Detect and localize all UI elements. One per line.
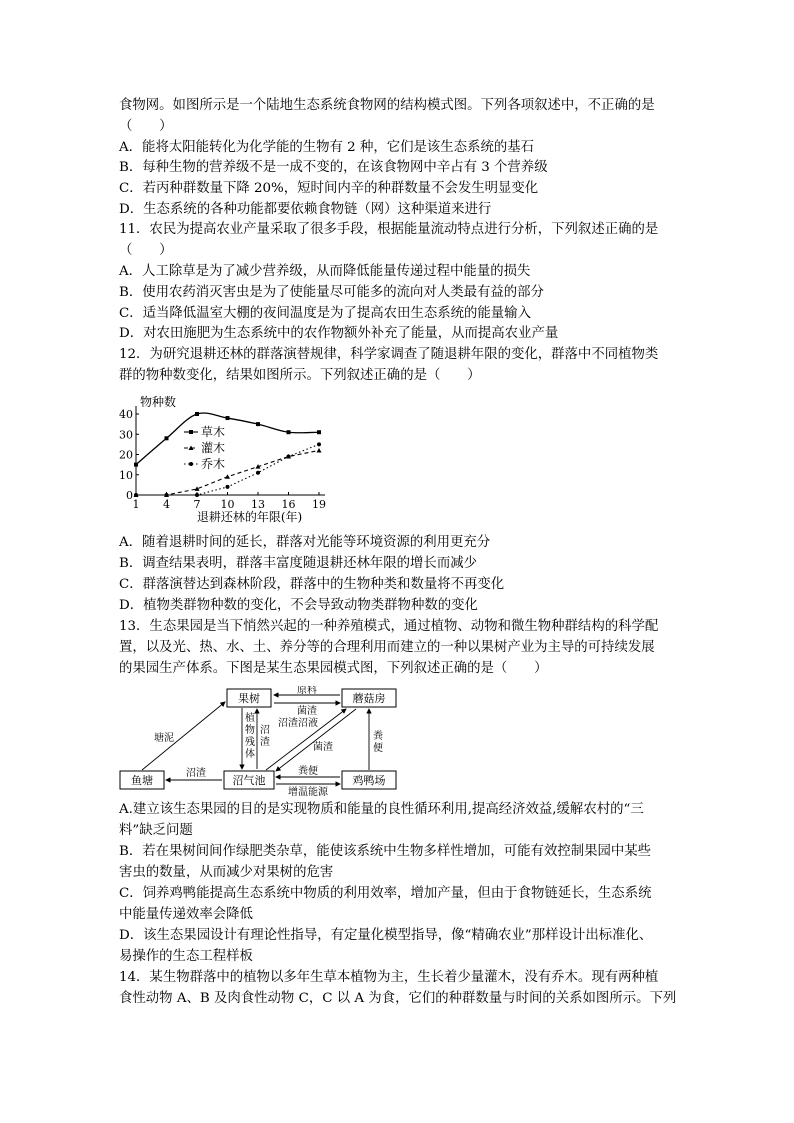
legend-label-0: 草木 [201, 425, 226, 439]
node-zhaoqi: 沼气池 [232, 774, 266, 787]
text-line: A.建立该生态果园的目的是实现物质和能量的良性循环利用,提高经济效益,缓解农村的“三 [119, 802, 644, 817]
chart-svg [119, 394, 359, 526]
series-point-0 [195, 412, 199, 416]
text-line: A．人工除草是为了减少营养级，从而降低能量传递过程中能量的损失 [119, 264, 531, 279]
text-line: 食性动物 A、B 及肉食性动物 C，C 以 A 为食，它们的种群数量与时间的关系如图所示。下列 [119, 991, 677, 1006]
series-point-0 [165, 436, 169, 440]
text-line: B．调查结果表明，群落丰富度随退耕还林年限的增长而减少 [119, 556, 477, 571]
y-tick-label: 10 [119, 468, 133, 482]
text-line: 害虫的数量，从而减少对果树的危害 [119, 865, 334, 880]
diagram-svg [118, 686, 408, 796]
text-line: （ ） [119, 119, 173, 134]
edge-zhaozhazhaoye: 沼渣沼液 [278, 718, 318, 729]
x-tick-label: 19 [312, 498, 326, 511]
series-point-2 [195, 493, 199, 497]
x-axis-label: 退耕还林的年限(年) [196, 510, 303, 524]
y-axis-label: 物种数 [140, 395, 177, 409]
edge-zhiwucanti: 植物残体 [245, 713, 255, 760]
series-line-0 [136, 413, 319, 465]
series-point-2 [256, 471, 260, 475]
edge-junzha-top: 菌渣 [297, 706, 317, 717]
text-line: 料”缺乏问题 [119, 823, 193, 838]
x-tick-label: 7 [193, 498, 201, 511]
text-line: 中能量传递效率会降低 [119, 907, 253, 922]
ecological-orchard-diagram [118, 686, 408, 800]
series-point-0 [226, 416, 230, 420]
series-point-2 [287, 455, 291, 459]
text-line: D．生态系统的各种功能都要依赖食物链（网）这种渠道来进行 [119, 202, 492, 217]
edge-fenbian-h: 粪便 [298, 766, 318, 777]
series-point-1 [225, 474, 230, 479]
node-jiya: 鸡鸭场 [352, 774, 386, 787]
text-line: 14．某生物群落中的植物以多年生草本植物为主，生长着少量灌木，没有乔木。现有两种植 [119, 970, 659, 985]
text-line: D．该生态果园设计有理论性指导，有定量化模型指导，像“精确农业”那样设计出标准化、 [119, 928, 653, 943]
text-line: （ ） [119, 243, 173, 258]
text-line: B．每种生物的营养级不是一成不变的，在该食物网中辛占有 3 个营养级 [119, 160, 548, 175]
text-line: 群的物种数变化，结果如图所示。下列叙述正确的是（ ） [119, 368, 481, 383]
text-line: D．对农田施肥为生态系统中的农作物额外补充了能量，从而提高农业产量 [119, 326, 559, 341]
legend-marker-2 [189, 462, 193, 466]
edge-zengwen: 增温能源 [288, 787, 328, 796]
node-mogu: 蘑菇房 [352, 692, 386, 705]
node-yutang: 鱼塘 [131, 774, 153, 787]
edge-yuanliao: 原料 [297, 686, 317, 696]
series-point-2 [317, 442, 321, 446]
series-point-0 [287, 430, 291, 434]
text-line: A．随着退耕时间的延长，群落对光能等环境资源的利用更充分 [119, 535, 491, 550]
text-line: C．适当降低温室大棚的夜间温度是为了提高农田生态系统的能量输入 [119, 306, 531, 321]
text-line: 11．农民为提高农业产量采取了很多手段，根据能量流动特点进行分析，下列叙述正确的是 [119, 222, 659, 237]
y-tick-label: 20 [119, 448, 133, 462]
node-guoshu: 果树 [238, 692, 260, 705]
edge-fenbian-v: 粪便 [373, 731, 383, 754]
text-line: B．使用农药消灭害虫是为了使能量尽可能多的流向对人类最有益的部分 [119, 285, 544, 300]
legend-label-2: 乔木 [201, 457, 226, 471]
text-line: C．群落演替达到森林阶段，群落中的生物种类和数量将不再变化 [119, 577, 505, 592]
x-tick-label: 1 [132, 498, 140, 511]
y-tick-label: 30 [119, 428, 133, 442]
text-line: 13．生态果园是当下悄然兴起的一种养殖模式，通过植物、动物和微生物种群结构的科学配 [119, 619, 659, 634]
text-line: 易操作的生态工程样板 [119, 949, 253, 964]
edge-zhaozha-left: 沼渣 [186, 768, 206, 779]
text-line: 12．为研究退耕还林的群落演替规律，科学家调查了随退耕年限的变化，群落中不同植物类 [119, 347, 659, 362]
text-line: D．植物类群物种数的变化，不会导致动物类群物种数的变化 [119, 598, 478, 613]
legend-marker-0 [189, 430, 193, 434]
text-line: 置，以及光、热、水、土、养分等的合理利用而建立的一种以果树产业为主导的可持续发展 [119, 640, 655, 655]
series-point-0 [256, 422, 260, 426]
y-tick-label: 0 [126, 489, 133, 502]
text-line: C．饲养鸡鸭能提高生态系统中物质的利用效率，增加产量，但由于食物链延长，生态系统 [119, 886, 652, 901]
series-point-2 [226, 485, 230, 489]
x-tick-label: 13 [251, 498, 265, 511]
edge-junzha-mid: 菌渣 [313, 742, 333, 753]
series-point-0 [134, 463, 138, 467]
edge-zhaozha-v: 沼渣 [260, 725, 270, 748]
series-point-1 [317, 448, 322, 453]
text-line: A．能将太阳能转化为化学能的生物有 2 种，它们是该生态系统的基石 [119, 140, 535, 155]
y-tick-label: 40 [119, 408, 133, 421]
legend-label-1: 灌木 [201, 441, 226, 455]
series-point-2 [165, 493, 169, 497]
x-tick-label: 4 [163, 498, 170, 511]
x-tick-label: 16 [281, 498, 296, 511]
x-tick-label: 10 [220, 498, 235, 511]
edge-tangni: 塘泥 [154, 733, 174, 744]
text-line: B．若在果树间间作绿肥类杂草，能使该系统中生物多样性增加，可能有效控制果园中某些 [119, 844, 652, 859]
text-line: C．若丙种群数量下降 20%，短时间内辛的种群数量不会发生明显变化 [119, 181, 539, 196]
series-point-2 [134, 493, 138, 497]
text-line: 的果园生产体系。下图是某生态果园模式图，下列叙述正确的是（ ） [119, 661, 548, 676]
species-line-chart [119, 394, 359, 530]
text-line: 食物网。如图所示是一个陆地生态系统食物网的结构模式图。下列各项叙述中，不正确的是 [119, 98, 655, 113]
series-point-0 [317, 430, 321, 434]
